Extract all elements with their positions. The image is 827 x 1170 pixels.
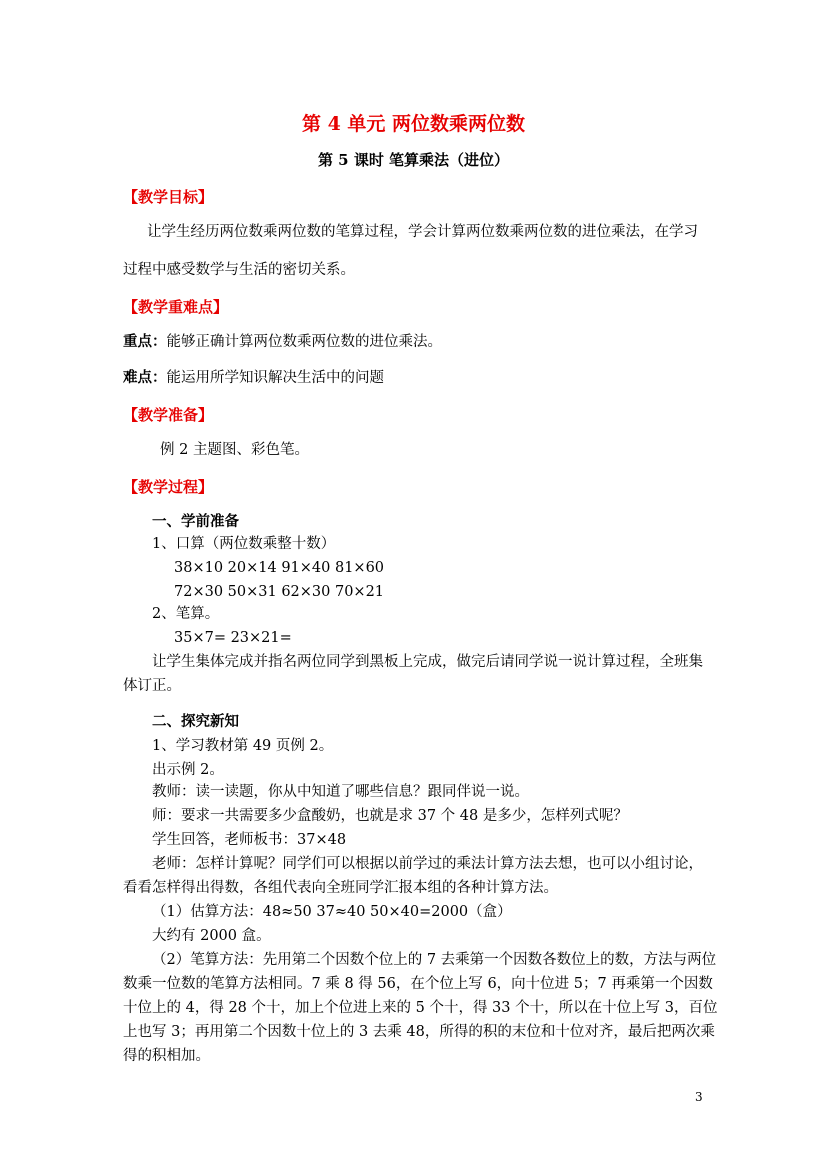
s2-line-13: 上也写 3；再用第二个因数十位上的 3 去乘 48，所得的积的末位和十位对齐，最后把两次乘 (123, 1024, 715, 1040)
goals-line-1: 让学生经历两位数乘两位数的笔算过程，学会计算两位数乘两位数的进位乘法，在学习 (147, 224, 698, 240)
s1-paragraph-line-1: 让学生集体完成并指名两位同学到黑板上完成，做完后请同学说一说计算过程，全班集 (152, 654, 703, 670)
s1-row-1: 38×10 20×14 91×40 81×60 (174, 560, 385, 576)
prep-heading: 【教学准备】 (123, 406, 214, 424)
section-1-title: 一、学前准备 (152, 513, 239, 530)
s2-line-10: （2）笔算方法：先用第二个因数个位上的 7 去乘第一个因数各数位上的数，方法与两位 (152, 952, 717, 968)
s1-paragraph-line-2: 体订正。 (123, 678, 181, 694)
s2-line-12: 十位上的 4，得 28 个十，加上个位进上来的 5 个十，得 33 个十，所以在十位上写 3，百位 (123, 1000, 718, 1016)
s2-line-8: （1）估算方法：48≈50 37≈40 50×40=2000（盒） (152, 904, 512, 920)
s2-line-7: 看看怎样得出得数，各组代表向全班同学汇报本组的各种计算方法。 (123, 880, 558, 896)
s1-item-1: 1、口算（两位数乘整十数） (152, 536, 336, 552)
keypoints-heading: 【教学重难点】 (123, 298, 229, 316)
s2-line-3: 教师：读一读题，你从中知道了哪些信息？跟同伴说一说。 (152, 784, 529, 800)
difficulty-label: 难点： (123, 369, 167, 386)
key-point-label: 重点： (123, 333, 167, 350)
prep-text: 例 2 主题图、彩色笔。 (160, 442, 309, 458)
s2-line-2: 出示例 2。 (152, 762, 224, 778)
lesson-subtitle: 第 5 课时 笔算乘法（进位） (317, 151, 510, 169)
s2-line-5: 学生回答，老师板书：37×48 (152, 832, 347, 848)
s2-line-6: 老师：怎样计算呢？同学们可以根据以前学过的乘法计算方法去想，也可以小组讨论， (152, 856, 703, 872)
process-heading: 【教学过程】 (123, 478, 214, 496)
unit-title: 第 4 单元 两位数乘两位数 (301, 113, 526, 135)
s1-row-3: 35×7= 23×21= (174, 630, 292, 646)
difficulty-line (123, 368, 384, 388)
s2-line-14: 得的积相加。 (123, 1048, 210, 1064)
key-point-text: 能够正确计算两位数乘两位数的进位乘法。 (166, 334, 442, 350)
difficulty-text: 能运用所学知识解决生活中的问题 (166, 370, 384, 386)
s2-line-11: 数乘一位数的笔算方法相同。7 乘 8 得 56，在个位上写 6，向十位进 5；7 再乘第一个因数 (123, 976, 713, 992)
s1-item-2: 2、笔算。 (152, 606, 220, 622)
goals-heading: 【教学目标】 (123, 188, 214, 206)
s1-row-2: 72×30 50×31 62×30 70×21 (174, 584, 385, 600)
section-2-title: 二、探究新知 (152, 713, 239, 730)
goals-line-2: 过程中感受数学与生活的密切关系。 (123, 262, 355, 278)
key-point-line (123, 332, 442, 352)
s2-line-9: 大约有 2000 盒。 (152, 928, 271, 944)
s2-line-1: 1、学习教材第 49 页例 2。 (152, 738, 334, 754)
page-number: 3 (695, 1090, 703, 1104)
s2-line-4: 师：要求一共需要多少盒酸奶，也就是求 37 个 48 是多少，怎样列式呢？ (152, 808, 628, 824)
